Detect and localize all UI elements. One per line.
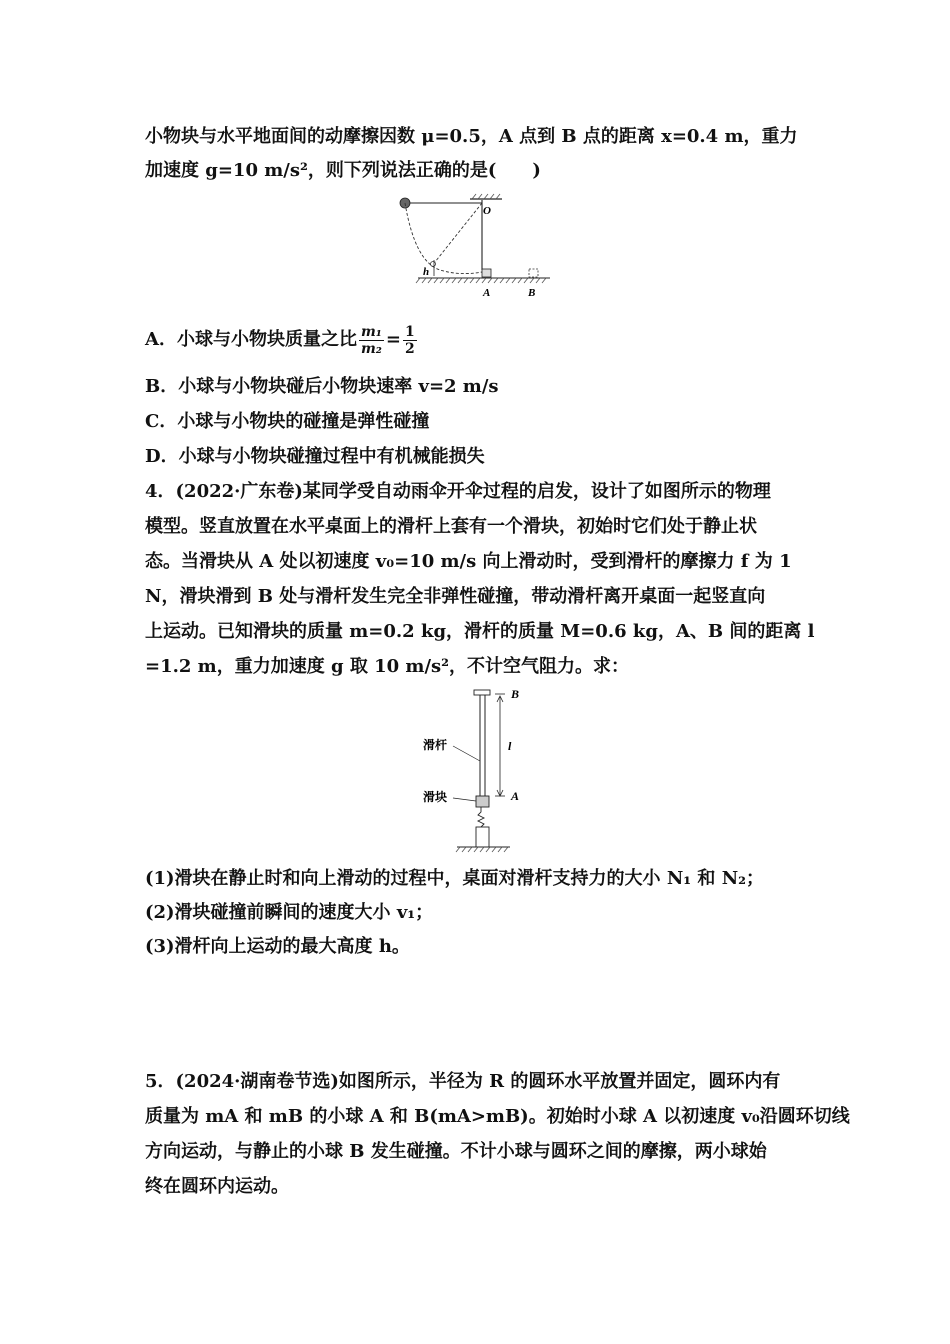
slider-rod-figure [415,686,545,856]
q4-line-3: 态。当滑块从 A 处以初速度 v₀=10 m/s 向上滑动时，受到滑杆的摩擦力 f 为 1 [145,551,792,572]
pendulum-label-h: h [423,266,430,278]
rod-label-l: l [508,739,512,753]
q4-line-2: 模型。竖直放置在水平桌面上的滑杆上套有一个滑块，初始时它们处于静止状 [145,516,757,537]
frac-denominator: m₂ [360,340,382,357]
q5-line-3: 方向运动，与静止的小球 B 发生碰撞。不计小球与圆环之间的摩擦，两小球始 [145,1141,767,1162]
q4-subquestion-2: (2)滑块碰撞前瞬间的速度大小 v₁； [145,902,434,923]
rod-label-rod: 滑杆 [423,738,448,752]
rod-label-a: A [511,789,520,803]
option-b: B．小球与小物块碰后小物块速率 v=2 m/s [145,376,499,397]
q4-subquestion-1: (1)滑块在静止时和向上滑动的过程中，桌面对滑杆支持力的大小 N₁ 和 N₂； [145,868,765,889]
option-a-equals: = [385,329,402,350]
pendulum-label-a: A [483,287,491,299]
q4-line-6: =1.2 m，重力加速度 g 取 10 m/s²，不计空气阻力。求： [145,656,630,677]
block-at-a [482,269,491,277]
option-a-prefix: A．小球与小物块质量之比 [145,329,357,350]
q5-line-1: 5．(2024·湖南卷节选)如图所示，半径为 R 的圆环水平放置并固定，圆环内有 [145,1071,781,1092]
ratio-value-fraction [403,324,417,357]
option-c: C．小球与小物块的碰撞是弹性碰撞 [145,411,430,432]
rod-label-b: B [511,687,520,701]
q4-line-5: 上运动。已知滑块的质量 m=0.2 kg，滑杆的质量 M=0.6 kg，A、B 间的距离 l [145,621,815,642]
q4-subquestion-3: (3)滑杆向上运动的最大高度 h。 [145,936,410,957]
q3-stem-line-2: 加速度 g=10 m/s²，则下列说法正确的是( ) [145,160,541,181]
q5-line-2: 质量为 mA 和 mB 的小球 A 和 B(mA>mB)。初始时小球 A 以初速度 v₀沿圆环切线 [145,1106,850,1127]
slider-block [476,796,489,807]
q4-line-1: 4．(2022·广东卷)某同学受自动雨伞开伞过程的启发，设计了如图所示的物理 [145,481,771,502]
pendulum-collision-figure [390,192,560,302]
ratio-value-num: 1 [405,323,415,340]
rod-label-block: 滑块 [423,790,448,804]
pendulum-label-o: O [483,205,491,217]
mass-ratio-fraction [359,324,384,357]
option-d: D．小球与小物块碰撞过程中有机械能损失 [145,446,485,467]
option-a [145,321,419,359]
q4-line-4: N，滑块滑到 B 处与滑杆发生完全非弹性碰撞，带动滑杆离开桌面一起竖直向 [145,586,766,607]
q5-line-4: 终在圆环内运动。 [145,1176,289,1197]
frac-numerator: m₁ [360,323,382,340]
ratio-value-den: 2 [405,340,415,357]
q3-stem-line-1: 小物块与水平地面间的动摩擦因数 μ=0.5，A 点到 B 点的距离 x=0.4 m，重力 [145,126,798,147]
pendulum-label-b: B [528,287,536,299]
